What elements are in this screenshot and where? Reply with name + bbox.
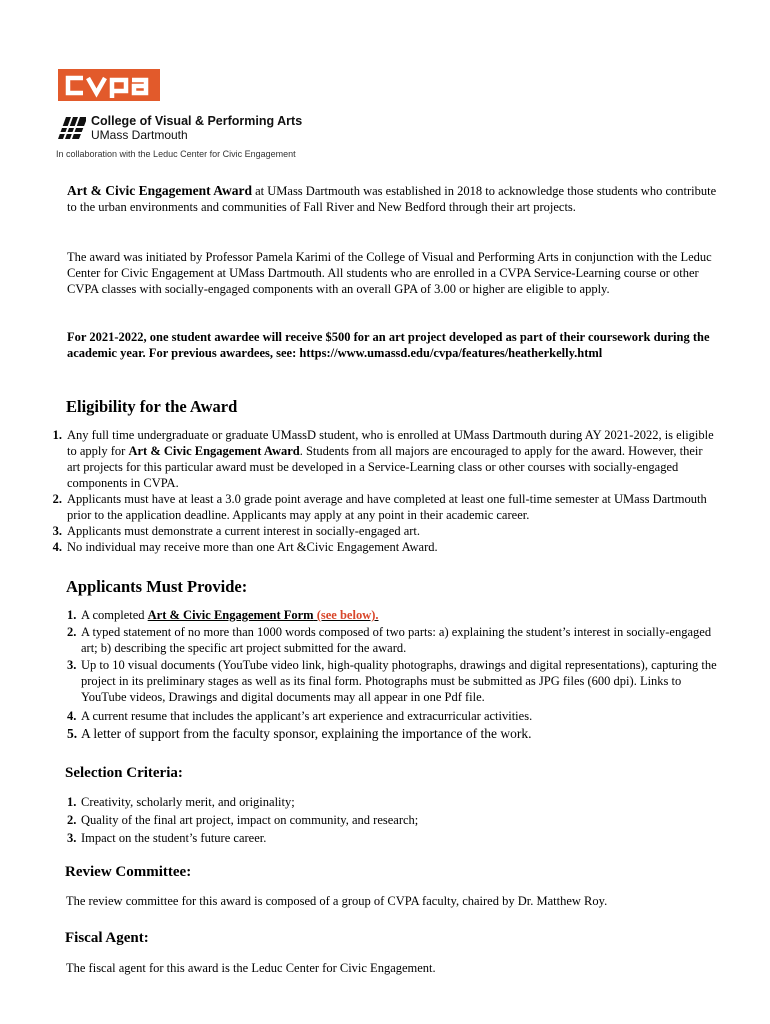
list-item	[52, 427, 717, 491]
list-item	[67, 830, 717, 846]
list-item	[67, 726, 717, 742]
fiscal-heading: Fiscal Agent:	[65, 930, 149, 946]
see-below-note: (see below).	[313, 608, 379, 622]
selection-list	[67, 794, 717, 848]
item-number: 3.	[52, 524, 62, 538]
item-text: Creativity, scholarly merit, and originality;	[81, 795, 295, 809]
item-text: Impact on the student’s future career.	[81, 831, 267, 845]
item-number: 1.	[67, 608, 77, 622]
award-amount-paragraph: For 2021-2022, one student awardee will receive $500 for an art project developed as part of their coursework during the academic year. For previous awardees, see: https://www.umassd.edu/cvpa/features/heatherkelly.html	[67, 330, 710, 361]
item-number: 1.	[52, 428, 62, 442]
item-text: Any full time undergraduate or graduate UMassD student, who is enrolled at UMass Dartmouth during AY 2021-2022, is eligible to apply for	[67, 428, 714, 458]
eligibility-list	[52, 427, 717, 555]
list-item	[67, 812, 717, 828]
item-text: Applicants must demonstrate a current interest in socially-engaged art.	[67, 524, 421, 538]
item-number: 4.	[52, 540, 62, 554]
item-number: 3.	[67, 831, 77, 845]
initiation-paragraph: The award was initiated by Professor Pamela Karimi of the College of Visual and Performing Arts in conjunction with the Leduc Center for Civic Engagement at UMass Dartmouth. All students who are enrolled in a CVPA Service-Learning course or other CVPA classes with socially-engaged components with an overall GPA of 3.00 or higher are eligible to apply.	[67, 250, 712, 297]
eligibility-heading: Eligibility for the Award	[66, 397, 238, 416]
item-number: 2.	[67, 813, 77, 827]
item-text: . Students from all majors are encouraged to apply for the award. However, their art projects for this particular award must be developed in a Service-Learning class or other courses with socially-engaged components in CVPA.	[67, 444, 703, 490]
fiscal-text: The fiscal agent for this award is the Leduc Center for Civic Engagement.	[66, 961, 436, 975]
item-text: Up to 10 visual documents (YouTube video link, high-quality photographs, drawings and digital representations), capturing the project in its preliminary stages as well as its final form. Photographs must be submitted as JPG files (600 dpi). Links to YouTube videos, Drawings and digital documents may all appear in one Pdf file.	[81, 658, 717, 704]
college-name: College of Visual & Performing Arts	[91, 114, 303, 128]
item-text: Quality of the final art project, impact on community, and research;	[81, 813, 419, 827]
list-item	[67, 708, 717, 724]
review-heading: Review Committee:	[65, 864, 192, 880]
list-item	[52, 491, 717, 523]
cvpa-logo-letters	[58, 69, 160, 101]
item-text: A current resume that includes the applicant’s art experience and extracurricular activities.	[81, 709, 533, 723]
item-bold-text: Art & Civic Engagement Award	[128, 444, 300, 458]
umass-logo-icon	[58, 117, 86, 139]
list-item	[67, 607, 717, 623]
intro-text: at UMass Dartmouth was established in 2018 to acknowledge those students who contribute to the urban environments and communities of Fall River and New Bedford through their art projects.	[67, 184, 717, 215]
list-item	[67, 657, 717, 705]
list-item	[52, 539, 717, 555]
provide-list	[67, 607, 717, 743]
collaboration-note: In collaboration with the Leduc Center for Civic Engagement	[56, 149, 296, 159]
item-text: No individual may receive more than one Art &Civic Engagement Award.	[67, 540, 438, 554]
college-subtitle: UMass Dartmouth	[91, 128, 188, 142]
list-item	[67, 624, 717, 656]
item-number: 2.	[52, 492, 62, 506]
item-number: 4.	[67, 709, 77, 723]
item-number: 2.	[67, 625, 77, 639]
item-number: 1.	[67, 795, 77, 809]
selection-heading: Selection Criteria:	[65, 765, 183, 781]
award-name: Art & Civic Engagement Award	[67, 183, 252, 198]
list-item	[52, 523, 717, 539]
cvpa-logo	[58, 69, 160, 101]
intro-paragraph	[67, 183, 717, 215]
provide-heading: Applicants Must Provide:	[66, 577, 248, 596]
review-text: The review committee for this award is composed of a group of CVPA faculty, chaired by Dr. Matthew Roy.	[66, 894, 608, 908]
engagement-form-link[interactable]: Art & Civic Engagement Form	[147, 608, 314, 622]
item-number: 5.	[67, 726, 78, 741]
list-item	[67, 794, 717, 810]
item-text: Applicants must have at least a 3.0 grade point average and have completed at least one full-time semester at UMass Dartmouth prior to the application deadline. Applicants may apply at any point in their academic career.	[67, 492, 707, 522]
item-number: 3.	[67, 658, 77, 672]
item-text: A typed statement of no more than 1000 words composed of two parts: a) explaining the student’s interest in socially-engaged art; b) describing the specific art project submitted for the award.	[81, 625, 712, 655]
item-text: A completed	[81, 608, 148, 622]
item-text: A letter of support from the faculty sponsor, explaining the importance of the work.	[81, 726, 532, 741]
